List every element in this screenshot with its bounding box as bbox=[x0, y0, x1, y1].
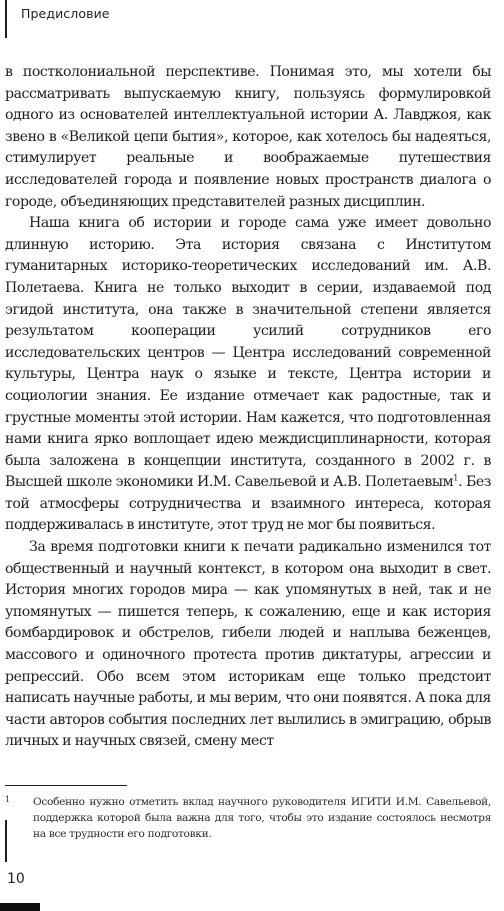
footnote-reference[interactable]: 1 bbox=[453, 473, 459, 484]
footer-vertical-rule bbox=[5, 820, 7, 862]
footnote-number: 1 bbox=[5, 795, 10, 804]
running-head: Предисловие bbox=[21, 6, 110, 21]
header-vertical-rule bbox=[5, 0, 7, 38]
paragraph-2-tail: . Без той атмосферы сотрудничества и взаимного интереса, которая поддерживалась в институте, этот труд не мог бы появиться. bbox=[5, 474, 491, 534]
footnote bbox=[5, 794, 491, 842]
body-text bbox=[5, 62, 491, 753]
paragraph-2-text: Наша книга об истории и городе сама уже имеет довольно длинную историю. Эта история связана с Институтом гуманитарных историко-теоретических исследований им. А.В. Полетаева. Книга не только выходит в серии, издаваемой под эгидой института, она также в значительной степени является результатом кооперации усилий сотрудников его исследовательских центров — Центра исследований современной культуры, Центра наук о языке и тексте, Центра истории и социологии знания. Ее издание отмечает как радостные, так и грустные моменты этой истории. Нам кажется, что подготовленная нами книга ярко воплощает идею междисциплинарности, которая была заложена в концепции института, созданного в 2002 г. в Высшей школе экономики И.М. Савельевой и А.В. Полетаевым bbox=[5, 215, 491, 491]
paragraph-2 bbox=[5, 213, 491, 537]
page-number-bar bbox=[0, 903, 40, 911]
paragraph-3: За время подготовки книги к печати радикально изменился тот общественный и научный контекст, в котором она выходит в свет. История многих городов мира — как упомянутых в ней, так и не упомянутых — пишется теперь, к сожалению, еще и как история бомбардировок и обстрелов, гибели людей и наплыва беженцев, массового и одиночного протеста против диктатуры, агрессии и репрессий. Обо всем этом историкам еще только предстоит написать научные работы, и мы верим, что они появятся. А пока для части авторов события последних лет вылились в эмиграцию, обрыв личных и научных связей, смену мест bbox=[5, 539, 491, 750]
page-number: 10 bbox=[7, 871, 25, 887]
footnote-separator bbox=[5, 785, 127, 786]
paragraph-1: в постколониальной перспективе. Понимая это, мы хотели бы рассматривать выпускаемую книгу, пользуясь формулировкой одного из основателей интеллектуальной истории А. Лавджоя, как звено в «Великой цепи бытия», которое, как хотелось бы надеяться, стимулирует реальные и воображаемые путешествия исследователей города и появление новых пространств диалога о городе, объединяющих представителей разных дисциплин. bbox=[5, 64, 491, 210]
footnote-text: Особенно нужно отметить вклад научного руководителя ИГИТИ И.М. Савельевой, поддержка которой была важна для того, чтобы это издание состоялось несмотря на все трудности его подготовки. bbox=[33, 796, 491, 840]
